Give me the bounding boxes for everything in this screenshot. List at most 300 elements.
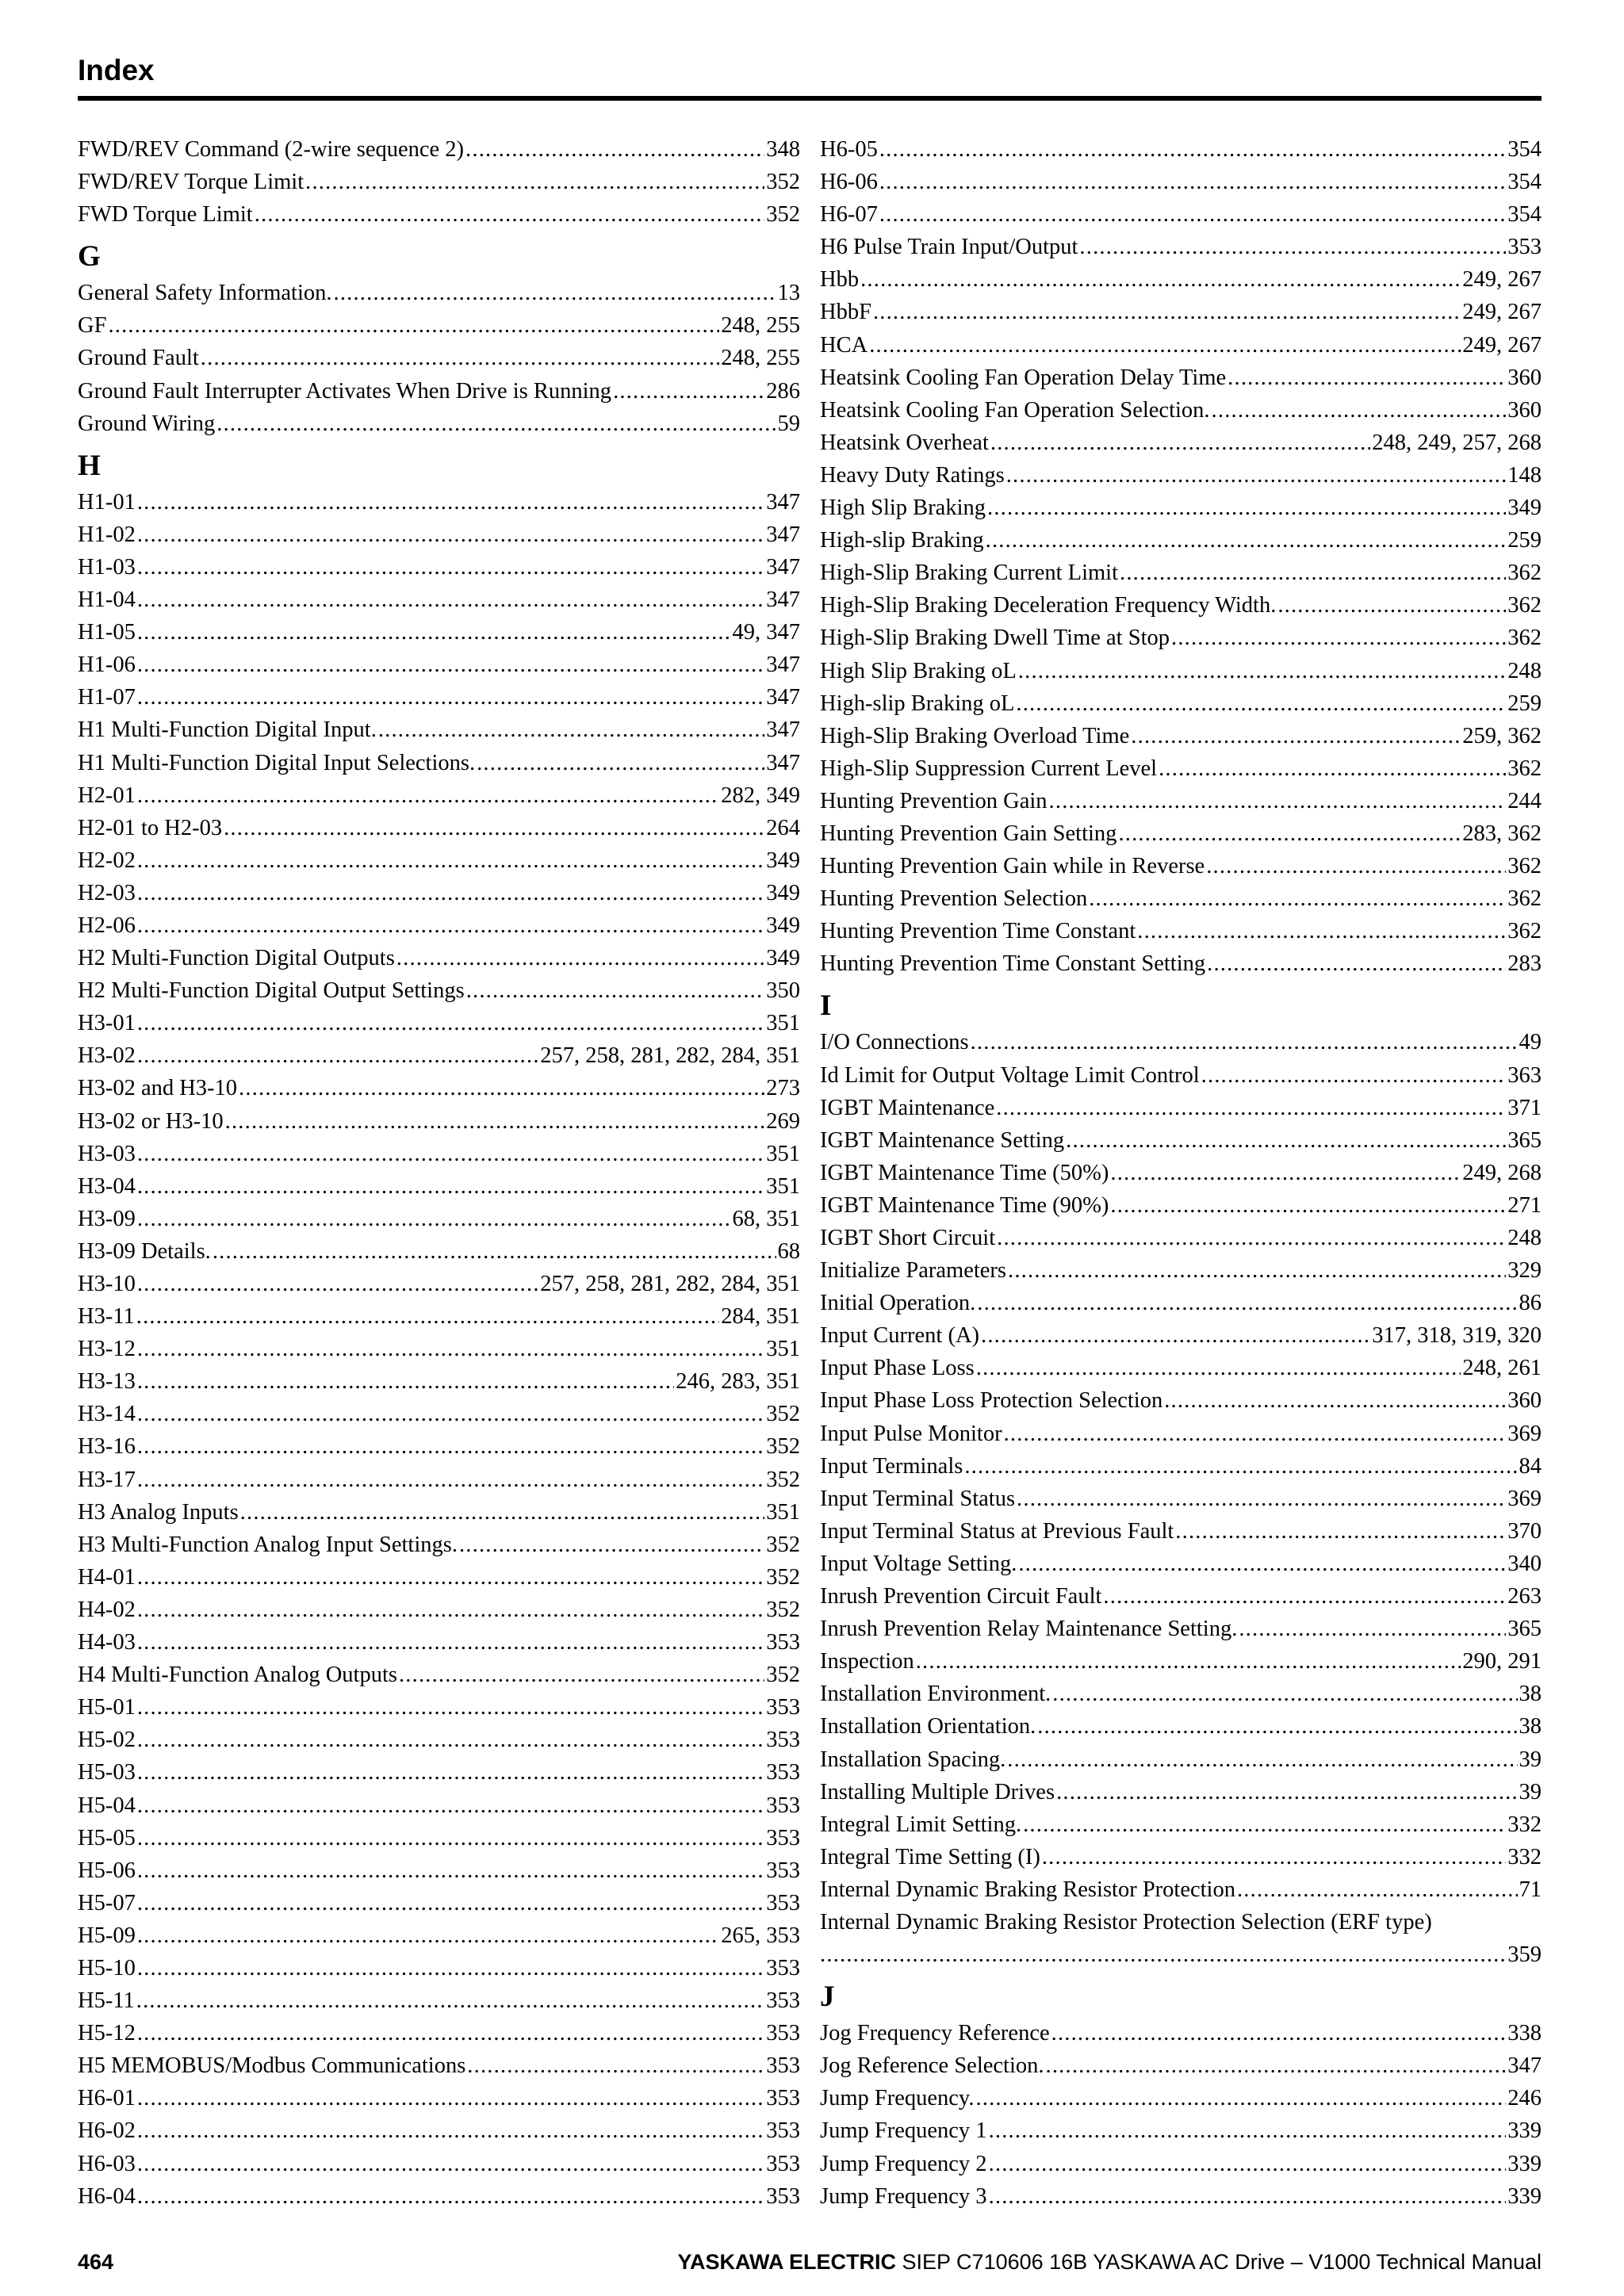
index-entry: [820, 850, 1542, 882]
index-column-right: [820, 133, 1542, 2213]
leader-dots: [1212, 394, 1507, 427]
index-page-ref: 71: [1519, 1877, 1542, 1902]
index-term: H3-02: [78, 1043, 136, 1069]
index-term: IGBT Maintenance Time (50%): [820, 1160, 1109, 1185]
page-title: Index: [78, 54, 155, 86]
index-entry: [78, 2017, 800, 2049]
leader-dots: [964, 1450, 1517, 1483]
index-entry: [820, 557, 1542, 589]
index-term: H4-01: [78, 1564, 136, 1590]
index-term: H6-05: [820, 137, 878, 162]
index-entry: [78, 309, 800, 342]
leader-dots: [1007, 1743, 1517, 1776]
index-entry: [820, 720, 1542, 752]
index-entry: [78, 1007, 800, 1039]
index-entry: [78, 1170, 800, 1203]
index-term: H4-03: [78, 1630, 136, 1655]
index-entry: [820, 427, 1542, 459]
index-entry: [78, 1756, 800, 1789]
index-entry: [78, 1529, 800, 1561]
index-term: HCA: [820, 332, 868, 358]
leader-dots: [1207, 947, 1506, 980]
index-page-ref: 259, 362: [1462, 723, 1542, 748]
leader-dots: [137, 909, 764, 942]
index-page-ref: 39: [1519, 1779, 1542, 1804]
leader-dots: [137, 1039, 538, 1072]
index-entry: [820, 459, 1542, 492]
index-term: High-slip Braking oL: [820, 691, 1015, 716]
index-page-ref: 353: [766, 1695, 800, 1720]
index-entry: [820, 166, 1542, 198]
index-entry: [820, 231, 1542, 263]
index-entry: [820, 362, 1542, 394]
leader-dots: [137, 486, 764, 519]
index-page-ref: 349: [766, 913, 800, 938]
index-entry: [78, 1039, 800, 1072]
leader-dots: [1103, 1580, 1506, 1613]
index-entry: [820, 1580, 1542, 1613]
leader-dots: [989, 2148, 1507, 2180]
index-page-ref: 371: [1507, 1095, 1542, 1120]
leader-dots: [137, 1854, 764, 1887]
index-page-ref: 249, 267: [1462, 267, 1542, 293]
index-term: IGBT Maintenance Setting: [820, 1127, 1065, 1153]
index-term: Input Terminal Status: [820, 1486, 1016, 1511]
index-page-ref: 349: [766, 946, 800, 971]
leader-dots: [137, 1952, 764, 1984]
index-term: H3-11: [78, 1304, 135, 1330]
leader-dots: [1052, 1678, 1517, 1710]
index-page-ref: 13: [777, 281, 800, 306]
index-term: General Safety Information.: [78, 281, 332, 306]
index-entry: [78, 342, 800, 374]
index-term: H1 Multi-Function Digital Input.: [78, 718, 377, 743]
index-page-ref: 329: [1507, 1258, 1542, 1284]
leader-dots: [1237, 1873, 1518, 1906]
index-entry: [820, 1124, 1542, 1157]
index-entry: [78, 1300, 800, 1333]
index-page-ref: 259: [1507, 691, 1542, 716]
leader-dots: [879, 133, 1506, 166]
index-entry: [78, 2049, 800, 2082]
index-page-ref: 359: [1507, 1942, 1542, 1968]
index-page-ref: 353: [766, 2053, 800, 2079]
index-term: High Slip Braking: [820, 496, 986, 521]
leader-dots: [137, 519, 764, 551]
index-term: H5-06: [78, 1858, 136, 1883]
index-entry: [78, 877, 800, 909]
index-page-ref: 347: [1507, 2053, 1542, 2079]
index-page-ref: 347: [766, 522, 800, 547]
index-entry: [78, 1138, 800, 1170]
index-entry: [78, 1887, 800, 1919]
index-page-ref: 353: [766, 1858, 800, 1883]
index-entry: [78, 1561, 800, 1594]
index-page-ref: 351: [766, 1011, 800, 1036]
leader-dots: [137, 779, 719, 812]
index-entry: [78, 1854, 800, 1887]
index-page-ref: 148: [1507, 462, 1542, 488]
index-entry: [78, 812, 800, 844]
index-page-ref: 249, 267: [1462, 332, 1542, 358]
index-entry: [820, 915, 1542, 947]
index-page-ref: 362: [1507, 854, 1542, 879]
index-term: IGBT Short Circuit: [820, 1226, 996, 1250]
leader-dots: [137, 1203, 731, 1235]
index-entry: [820, 133, 1542, 166]
index-term: Hunting Prevention Gain: [820, 788, 1048, 813]
leader-dots: [459, 1529, 764, 1561]
index-page-ref: 347: [766, 587, 800, 613]
index-page-ref: 68, 351: [732, 1206, 800, 1231]
index-page-ref: 352: [766, 1467, 800, 1492]
leader-dots: [1131, 720, 1461, 752]
index-term: H3 Multi-Function Analog Input Settings.: [78, 1532, 458, 1557]
index-term: Ground Wiring: [78, 411, 216, 436]
index-term: H2 Multi-Function Digital Output Settings: [78, 978, 465, 1004]
index-page-ref: 362: [1507, 756, 1542, 781]
index-term: H6-06: [820, 170, 878, 195]
leader-dots: [137, 1789, 764, 1822]
index-page-ref: 38: [1519, 1714, 1542, 1739]
index-page-ref: 352: [766, 1663, 800, 1688]
index-term: H2-02: [78, 848, 136, 873]
index-page-ref: 332: [1507, 1812, 1542, 1837]
leader-dots: [987, 492, 1506, 524]
leader-dots: [916, 1645, 1461, 1678]
index-page-ref: 49: [1519, 1030, 1542, 1055]
leader-dots: [977, 1287, 1517, 1319]
index-term: High-Slip Braking Current Limit: [820, 561, 1119, 586]
leader-dots: [989, 2180, 1507, 2213]
leader-dots: [1089, 882, 1506, 915]
index-term: H2-01 to H2-03: [78, 815, 223, 840]
index-page-ref: 353: [766, 2086, 800, 2111]
index-page-ref: 353: [766, 1955, 800, 1980]
index-page-ref: 257, 258, 281, 282, 284, 351: [540, 1043, 800, 1069]
leader-dots: [1066, 1124, 1506, 1157]
leader-dots: [1056, 1776, 1517, 1808]
index-entry: [78, 2082, 800, 2114]
leader-dots: [108, 309, 719, 342]
section-letter: H: [78, 449, 101, 482]
index-page-ref: 49, 347: [732, 620, 800, 645]
index-term: H5-12: [78, 2021, 136, 2046]
index-entry: [820, 1515, 1542, 1548]
leader-dots: [467, 2049, 764, 2082]
leader-dots: [216, 408, 776, 440]
index-entry: [78, 519, 800, 551]
index-column-left: [78, 133, 800, 2213]
index-entry: [820, 2049, 1542, 2082]
index-term: H5-02: [78, 1728, 136, 1753]
index-entry: [78, 974, 800, 1007]
leader-dots: [305, 166, 764, 198]
leader-dots: [240, 1496, 765, 1529]
index-page-ref: 263: [1507, 1584, 1542, 1609]
leader-dots: [879, 198, 1506, 231]
index-term: H5-09: [78, 1923, 136, 1948]
section-letter: G: [78, 240, 101, 274]
section-letter: I: [820, 989, 832, 1023]
index-term: H1-02: [78, 522, 136, 547]
index-term: Jog Frequency Reference: [820, 2021, 1050, 2046]
index-term: H5-10: [78, 1955, 136, 1980]
index-page-ref: 338: [1507, 2021, 1542, 2046]
index-term: Heatsink Cooling Fan Operation Selection.: [820, 397, 1210, 423]
index-entry: [78, 1822, 800, 1854]
index-entry: [820, 1254, 1542, 1287]
index-term: H3-10: [78, 1272, 136, 1296]
index-term: H6-04: [78, 2183, 136, 2209]
index-term: H6-01: [78, 2086, 136, 2111]
index-page-ref: 352: [766, 1564, 800, 1590]
leader-dots: [239, 1072, 764, 1104]
index-page-ref: 283, 362: [1462, 821, 1542, 846]
index-term: H3-02 and H3-10: [78, 1076, 238, 1101]
index-page-ref: 332: [1507, 1844, 1542, 1869]
index-entry: [78, 1984, 800, 2017]
index-entry: [820, 1222, 1542, 1254]
index-term: H3-04: [78, 1173, 136, 1199]
index-term: Initial Operation.: [820, 1291, 976, 1316]
index-page-ref: 353: [766, 1825, 800, 1850]
footer-doc-title: SIEP C710606 16B YASKAWA AC Drive – V1000 Technical Manual: [902, 2250, 1542, 2274]
index-term: HbbF: [820, 300, 871, 325]
index-term: H4 Multi-Function Analog Outputs: [78, 1663, 397, 1688]
index-term: Inspection: [820, 1649, 914, 1674]
index-page-ref: 353: [766, 2021, 800, 2046]
index-term: H5 MEMOBUS/Modbus Communications: [78, 2053, 466, 2079]
index-page-ref: 284, 351: [721, 1304, 800, 1330]
leader-dots: [136, 1984, 764, 2017]
leader-dots: [1079, 231, 1506, 263]
leader-dots: [399, 1659, 764, 1691]
index-page-ref: 347: [766, 750, 800, 775]
leader-dots: [137, 2114, 764, 2147]
index-entry: [820, 947, 1542, 980]
index-page-ref: 354: [1507, 137, 1542, 162]
leader-dots: [137, 2082, 764, 2114]
leader-dots: [201, 342, 719, 374]
leader-dots: [137, 584, 764, 616]
index-entry: [78, 1952, 800, 1984]
leader-dots: [137, 1007, 764, 1039]
index-term: I/O Connections: [820, 1030, 969, 1055]
index-page-ref: 363: [1507, 1062, 1542, 1088]
leader-dots: [1110, 1157, 1461, 1189]
leader-dots: [137, 2180, 764, 2213]
index-page-ref: 348: [766, 137, 800, 162]
index-page-ref: 360: [1507, 397, 1542, 423]
index-term: High Slip Braking oL: [820, 658, 1017, 683]
index-entry: [820, 2082, 1542, 2114]
leader-dots: [1164, 1384, 1506, 1417]
index-entry: [78, 1268, 800, 1300]
index-entry: [78, 1203, 800, 1235]
index-page-ref: 365: [1507, 1127, 1542, 1153]
leader-dots: [1049, 785, 1507, 817]
index-term: H3-09 Details.: [78, 1238, 211, 1264]
index-entry: [78, 1430, 800, 1463]
index-entry: [78, 551, 800, 584]
index-entry: [820, 1808, 1542, 1841]
index-term: H5-01: [78, 1695, 136, 1720]
index-page-ref: 244: [1507, 788, 1542, 813]
index-entry: [820, 1059, 1542, 1092]
index-entry: [820, 1418, 1542, 1450]
index-term: Input Pulse Monitor: [820, 1421, 1002, 1446]
leader-dots: [137, 1724, 764, 1756]
index-term: Hbb: [820, 267, 860, 293]
leader-dots: [989, 2114, 1507, 2147]
index-term: Heatsink Cooling Fan Operation Delay Time: [820, 365, 1227, 390]
leader-dots: [137, 1887, 764, 1919]
leader-dots: [820, 1938, 1506, 1971]
index-entry: [820, 524, 1542, 557]
leader-dots: [1023, 1808, 1506, 1841]
index-page-ref: 362: [1507, 593, 1542, 618]
index-term: H2-06: [78, 913, 136, 938]
index-entry: [78, 584, 800, 616]
index-entry: [78, 681, 800, 714]
index-entry: [820, 1450, 1542, 1483]
index-term: H1-03: [78, 554, 136, 580]
leader-dots: [137, 1398, 764, 1430]
index-term: H3-01: [78, 1011, 136, 1036]
index-term: Jog Reference Selection.: [820, 2053, 1044, 2079]
leader-dots: [137, 844, 764, 877]
section-letter: J: [820, 1980, 835, 2014]
index-term: H1 Multi-Function Digital Input Selections.: [78, 750, 476, 775]
index-term: H1-07: [78, 685, 136, 710]
leader-dots: [213, 1235, 776, 1268]
index-entry: [78, 408, 800, 440]
index-entry: [78, 1594, 800, 1626]
index-entry: [820, 296, 1542, 328]
leader-dots: [1120, 557, 1506, 589]
leader-dots: [225, 1105, 765, 1138]
leader-dots: [137, 1756, 764, 1789]
index-entry: [820, 687, 1542, 720]
index-term: Input Phase Loss Protection Selection: [820, 1388, 1163, 1414]
index-entry: [78, 486, 800, 519]
index-entry: [78, 1365, 800, 1398]
index-page-ref: 347: [766, 718, 800, 743]
index-entry: [78, 747, 800, 779]
index-term: Hunting Prevention Gain while in Reverse: [820, 854, 1205, 879]
index-page-ref: 286: [766, 378, 800, 404]
page-number: 464: [78, 2250, 114, 2274]
index-term: IGBT Maintenance: [820, 1095, 995, 1120]
index-term: GF: [78, 313, 107, 339]
index-page-ref: 248, 249, 257, 268: [1372, 430, 1542, 455]
leader-dots: [1171, 622, 1506, 654]
index-page-ref: 340: [1507, 1551, 1542, 1576]
index-entry: [78, 198, 800, 231]
index-term: Installation Spacing.: [820, 1747, 1006, 1772]
footer-brand: YASKAWA ELECTRIC: [677, 2250, 896, 2274]
index-term: H1-05: [78, 620, 136, 645]
index-entry: [78, 942, 800, 974]
index-entry: [78, 1724, 800, 1756]
index-term: H6 Pulse Train Input/Output: [820, 235, 1078, 260]
index-term: Internal Dynamic Braking Resistor Protection: [820, 1877, 1235, 1902]
index-page-ref: 369: [1507, 1421, 1542, 1446]
index-entry: [820, 589, 1542, 622]
index-page-ref: 347: [766, 652, 800, 678]
index-entry: [820, 1026, 1542, 1058]
index-page-ref: 339: [1507, 2183, 1542, 2209]
index-entry: [820, 2017, 1542, 2049]
index-entry: [820, 1743, 1542, 1776]
index-page-ref: 248, 261: [1462, 1356, 1542, 1381]
index-term: H3 Analog Inputs: [78, 1499, 239, 1525]
index-term: Input Terminals: [820, 1453, 963, 1479]
index-page-ref: 353: [766, 2151, 800, 2176]
index-term: H6-03: [78, 2151, 136, 2176]
leader-dots: [1137, 915, 1506, 947]
leader-dots: [971, 1026, 1518, 1058]
leader-dots: [1228, 362, 1506, 394]
leader-dots: [976, 1352, 1461, 1384]
index-page-ref: 283: [1507, 951, 1542, 977]
leader-dots: [986, 524, 1507, 557]
leader-dots: [137, 616, 731, 649]
index-term: Heatsink Overheat: [820, 430, 989, 455]
index-term: Ground Fault: [78, 346, 199, 371]
leader-dots: [137, 551, 764, 584]
index-entry: [820, 1092, 1542, 1124]
leader-dots: [137, 1561, 764, 1594]
index-entry: [78, 2180, 800, 2213]
footer-title: [677, 2250, 1542, 2275]
index-page-ref: 248, 255: [721, 313, 800, 339]
index-entry: [820, 622, 1542, 654]
index-page-ref: 353: [766, 2183, 800, 2209]
index-entry: [820, 1352, 1542, 1384]
index-entry: [820, 2114, 1542, 2147]
index-entry: [78, 1105, 800, 1138]
leader-dots: [1159, 752, 1506, 785]
index-term: Ground Fault Interrupter Activates When Drive is Running: [78, 378, 612, 404]
index-page-ref: 353: [766, 1630, 800, 1655]
leader-dots: [137, 1626, 764, 1659]
index-entry: [78, 1072, 800, 1104]
index-term: Jump Frequency.: [820, 2086, 975, 2111]
index-term: Hunting Prevention Time Constant Setting: [820, 951, 1206, 977]
index-entry: [820, 1776, 1542, 1808]
leader-dots: [137, 1268, 538, 1300]
index-entry: [820, 1613, 1542, 1645]
index-entry: [820, 655, 1542, 687]
leader-dots: [137, 1691, 764, 1724]
leader-dots: [137, 1464, 764, 1496]
leader-dots: [1004, 1418, 1507, 1450]
index-term: Installation Orientation.: [820, 1714, 1036, 1739]
index-term: Installing Multiple Drives: [820, 1779, 1055, 1804]
leader-dots: [997, 1222, 1506, 1254]
index-term: H3-17: [78, 1467, 136, 1492]
index-entry: [78, 1919, 800, 1952]
leader-dots: [137, 1594, 764, 1626]
index-entry: [820, 817, 1542, 850]
index-entry: [820, 1157, 1542, 1189]
index-entry: [820, 1384, 1542, 1417]
index-term: Jump Frequency 2: [820, 2151, 987, 2176]
index-page-ref: 349: [1507, 496, 1542, 521]
index-term: H3-03: [78, 1141, 136, 1166]
